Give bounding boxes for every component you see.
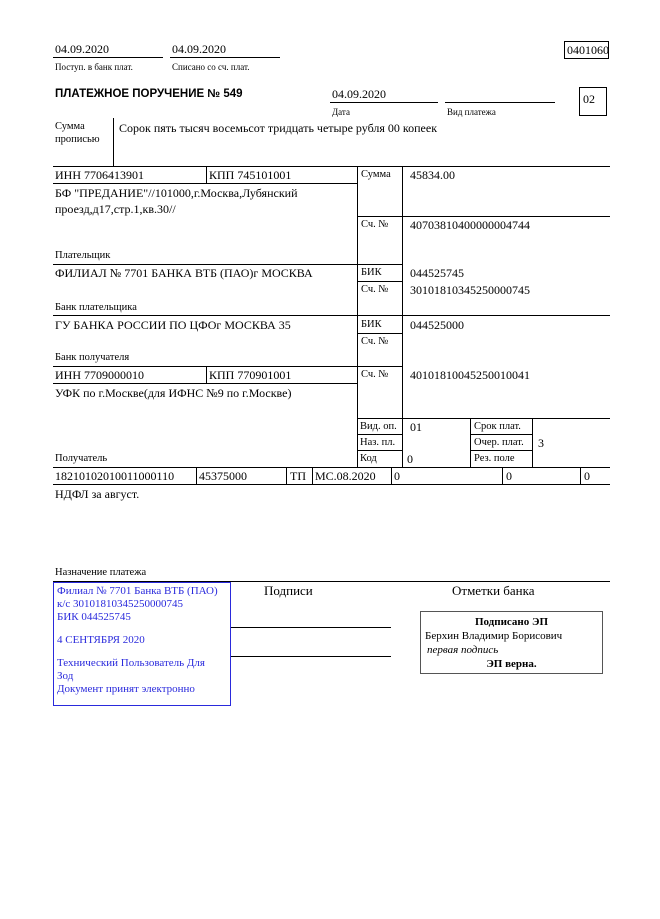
payer-bank-account-label: Сч. № <box>361 284 389 295</box>
payee-bank-bik: 044525000 <box>410 318 464 332</box>
signed-label: Подписано ЭП <box>474 616 549 628</box>
payer-name-2: проезд,д17,стр.1,кв.30// <box>55 202 176 216</box>
payer-bank-bik: 044525745 <box>410 266 464 280</box>
purpose-code-label: Наз. пл. <box>360 437 396 448</box>
status-code: 02 <box>579 87 607 116</box>
divider <box>357 418 610 419</box>
verified-label: ЭП верна. <box>486 658 537 670</box>
payee-kpp: КПП 770901001 <box>209 368 292 382</box>
divider <box>502 467 503 484</box>
divider <box>53 315 610 316</box>
divider <box>170 57 280 58</box>
stamp-user-1: Технический Пользователь Для <box>57 657 205 669</box>
sum-label: Сумма <box>361 169 391 180</box>
payer-account-value: 40703810400000004744 <box>410 218 530 232</box>
order-date: 04.09.2020 <box>332 87 386 101</box>
payee-account-label: Сч. № <box>361 369 389 380</box>
date-label: Дата <box>332 107 350 117</box>
divider <box>312 467 313 484</box>
signature-line-2 <box>231 656 391 657</box>
payer-name-1: БФ "ПРЕДАНИЕ"//101000,г.Москва,Лубянский <box>55 186 298 200</box>
divider <box>53 57 163 58</box>
debited-label: Списано со сч. плат. <box>172 62 250 72</box>
stamp-accepted: Документ принят электронно <box>57 683 195 695</box>
doc-date: 0 <box>506 469 512 483</box>
priority-label: Очер. плат. <box>474 437 524 448</box>
signatures-label: Подписи <box>264 583 313 598</box>
stamp-date: 4 СЕНТЯБРЯ 2020 <box>57 634 145 646</box>
stamp-line-1: Филиал № 7701 Банка ВТБ (ПАО) <box>57 585 218 597</box>
payer-bank-name: ФИЛИАЛ № 7701 БАНКА ВТБ (ПАО)г МОСКВА <box>55 266 313 280</box>
divider <box>53 183 357 184</box>
divider <box>286 467 287 484</box>
payment-type-label: Вид платежа <box>447 107 496 117</box>
due-date-label: Срок плат. <box>474 421 521 432</box>
purpose-label: Назначение платежа <box>55 567 147 578</box>
sum-value: 45834.00 <box>410 168 455 182</box>
received-date: 04.09.2020 <box>55 42 109 56</box>
amount-words-label: Сумма <box>55 121 85 132</box>
divider <box>580 467 581 484</box>
divider <box>357 281 402 282</box>
kbk: 18210102010011000110 <box>55 469 175 483</box>
op-type-label: Вид. оп. <box>360 421 397 432</box>
bank-marks-box <box>420 611 603 674</box>
divider <box>357 216 610 217</box>
divider <box>391 467 392 484</box>
sign-type: первая подпись <box>427 644 499 656</box>
received-label: Поступ. в банк плат. <box>55 62 133 72</box>
payer-label: Плательщик <box>55 250 111 261</box>
signer-name: Берхин Владимир Борисович <box>425 630 563 642</box>
payee-account: 40101810045250010041 <box>410 368 530 382</box>
purpose-text: НДФЛ за август. <box>55 487 140 501</box>
divider <box>470 418 471 467</box>
divider <box>357 434 402 435</box>
payer-bank-bik-label: БИК <box>361 267 382 278</box>
code-label: Код <box>360 453 377 464</box>
payee-label: Получатель <box>55 453 108 464</box>
bank-stamp <box>53 582 231 706</box>
divider <box>330 102 438 103</box>
divider <box>53 484 610 485</box>
payee-bank-bik-label: БИК <box>361 319 382 330</box>
payer-kpp: КПП 745101001 <box>209 168 292 182</box>
divider <box>357 450 402 451</box>
op-type-value: 01 <box>410 420 422 434</box>
stamp-user-2: Зод <box>57 670 74 682</box>
stamp-line-2: к/с 30101810345250000745 <box>57 598 184 610</box>
payee-name: УФК по г.Москве(для ИФНС №9 по г.Москве) <box>55 386 292 400</box>
tax-type: 0 <box>584 469 590 483</box>
amount-words-value: Сорок пять тысяч восемьсот тридцать четыре рубля 00 копеек <box>119 121 438 135</box>
divider <box>532 418 533 467</box>
divider <box>402 418 403 467</box>
divider <box>470 434 532 435</box>
form-code: 0401060 <box>564 41 609 59</box>
bank-marks-label: Отметки банка <box>452 583 535 598</box>
payer-bank-account: 30101810345250000745 <box>410 283 530 297</box>
debited-date: 04.09.2020 <box>172 42 226 56</box>
payer-bank-label: Банк плательщика <box>55 302 137 313</box>
doc-number: 0 <box>394 469 400 483</box>
payee-bank-name: ГУ БАНКА РОССИИ ПО ЦФОг МОСКВА 35 <box>55 318 291 332</box>
basis: ТП <box>290 469 306 483</box>
divider <box>53 467 610 468</box>
payee-bank-label: Банк получателя <box>55 352 130 363</box>
divider <box>357 333 402 334</box>
divider <box>53 166 610 167</box>
code-value: 0 <box>407 452 413 466</box>
payer-inn: ИНН 7706413901 <box>55 168 144 182</box>
stamp-line-3: БИК 044525745 <box>57 611 131 623</box>
divider <box>206 366 207 383</box>
divider <box>357 166 358 467</box>
payee-inn: ИНН 7709000010 <box>55 368 144 382</box>
divider <box>470 450 532 451</box>
divider <box>53 264 402 265</box>
divider <box>113 118 114 166</box>
amount-words-label-2: прописью <box>55 134 100 145</box>
divider <box>445 102 555 103</box>
divider <box>402 166 403 419</box>
divider <box>196 467 197 484</box>
priority-value: 3 <box>538 436 544 450</box>
oktmo: 45375000 <box>199 469 247 483</box>
page-title: ПЛАТЕЖНОЕ ПОРУЧЕНИЕ № 549 <box>55 88 243 100</box>
payer-account-label: Сч. № <box>361 219 389 230</box>
period: МС.08.2020 <box>315 469 376 483</box>
payee-bank-account-label: Сч. № <box>361 336 389 347</box>
reserved-label: Рез. поле <box>474 453 515 464</box>
signature-line-1 <box>231 627 391 628</box>
divider <box>53 366 402 367</box>
divider <box>206 166 207 183</box>
divider <box>53 383 357 384</box>
